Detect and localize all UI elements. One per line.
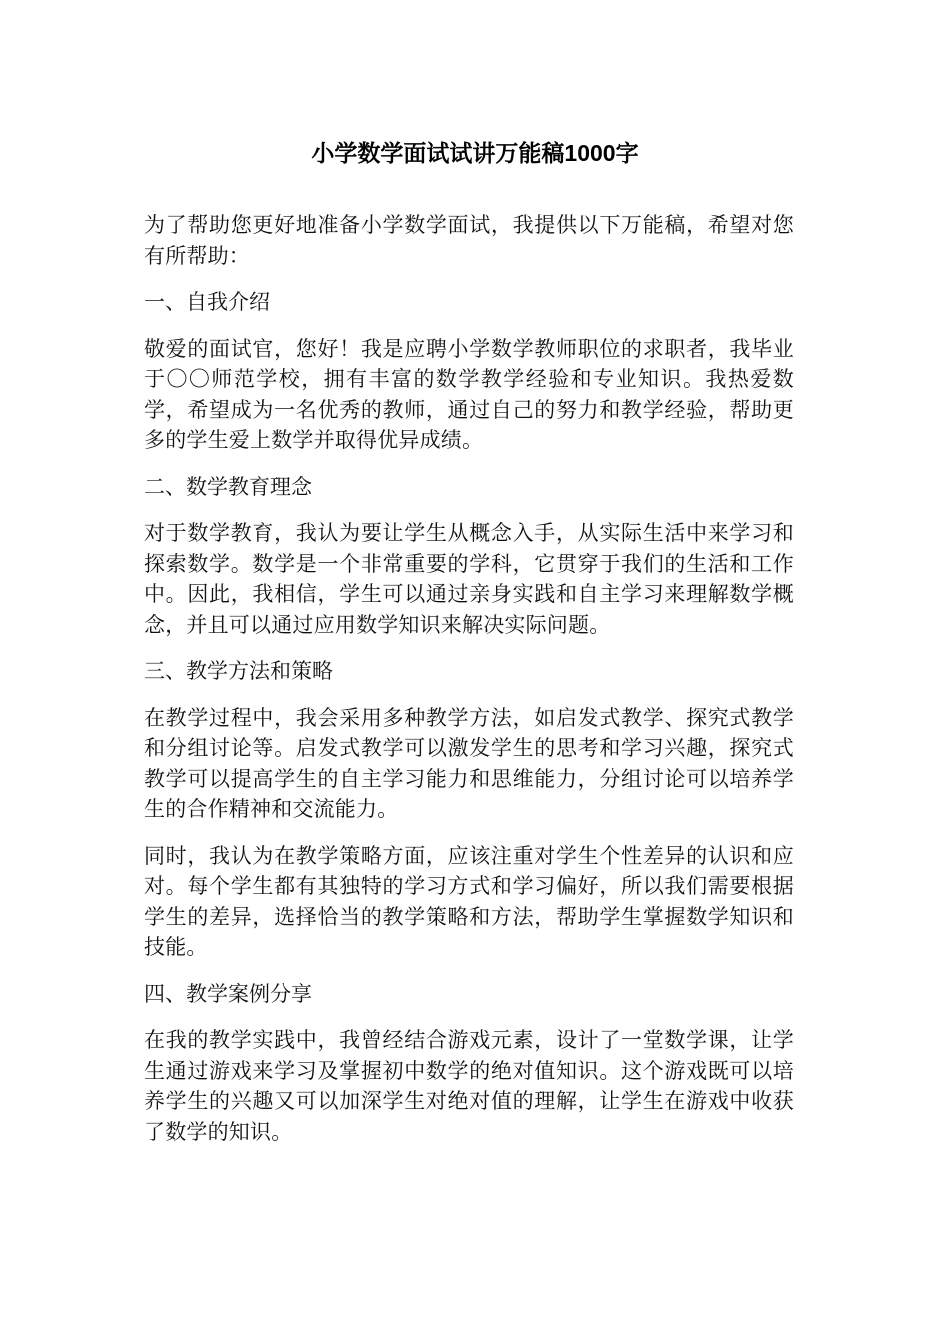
teaching-philosophy-paragraph: 对于数学教育，我认为要让学生从概念入手，从实际生活中来学习和探索数学。数学是一个非常重要的学科，它贯穿于我们的生活和工作中。因此，我相信，学生可以通过亲身实践和自主学习来理解数学概念，并且可以通过应用数学知识来解决实际问题。 — [144, 521, 794, 637]
document-body — [144, 210, 794, 1163]
teaching-strategy-paragraph: 同时，我认为在教学策略方面，应该注重对学生个性差异的认识和应对。每个学生都有其独特的学习方式和学习偏好，所以我们需要根据学生的差异，选择恰当的教学策略和方法，帮助学生掌握数学知识和技能。 — [144, 843, 794, 959]
teaching-case-paragraph: 在我的教学实践中，我曾经结合游戏元素，设计了一堂数学课，让学生通过游戏来学习及掌握初中数学的绝对值知识。这个游戏既可以培养学生的兴趣又可以加深学生对绝对值的理解，让学生在游戏中收获了数学的知识。 — [144, 1028, 794, 1144]
section-heading-teaching-philosophy: 二、数学教育理念 — [144, 474, 312, 499]
section-heading-teaching-methods: 三、教学方法和策略 — [144, 659, 333, 683]
document-title: 小学数学面试试讲万能稿1000字 — [311, 140, 639, 166]
section-heading-teaching-case: 四、教学案例分享 — [144, 981, 312, 1006]
self-introduction-paragraph: 敬爱的面试官，您好！我是应聘小学数学教师职位的求职者，我毕业于〇〇师范学校，拥有丰富的数学教学经验和专业知识。我热爱数学，希望成为一名优秀的教师，通过自己的努力和教学经验，帮助更多的学生爱上数学并取得优异成绩。 — [144, 336, 794, 452]
teaching-methods-paragraph: 在教学过程中，我会采用多种教学方法，如启发式教学、探究式教学和分组讨论等。启发式教学可以激发学生的思考和学习兴趣，探究式教学可以提高学生的自主学习能力和思维能力，分组讨论可以培养学生的合作精神和交流能力。 — [144, 705, 794, 821]
intro-paragraph: 为了帮助您更好地准备小学数学面试，我提供以下万能稿，希望对您有所帮助： — [144, 213, 794, 268]
section-heading-self-introduction: 一、自我介绍 — [144, 290, 270, 314]
